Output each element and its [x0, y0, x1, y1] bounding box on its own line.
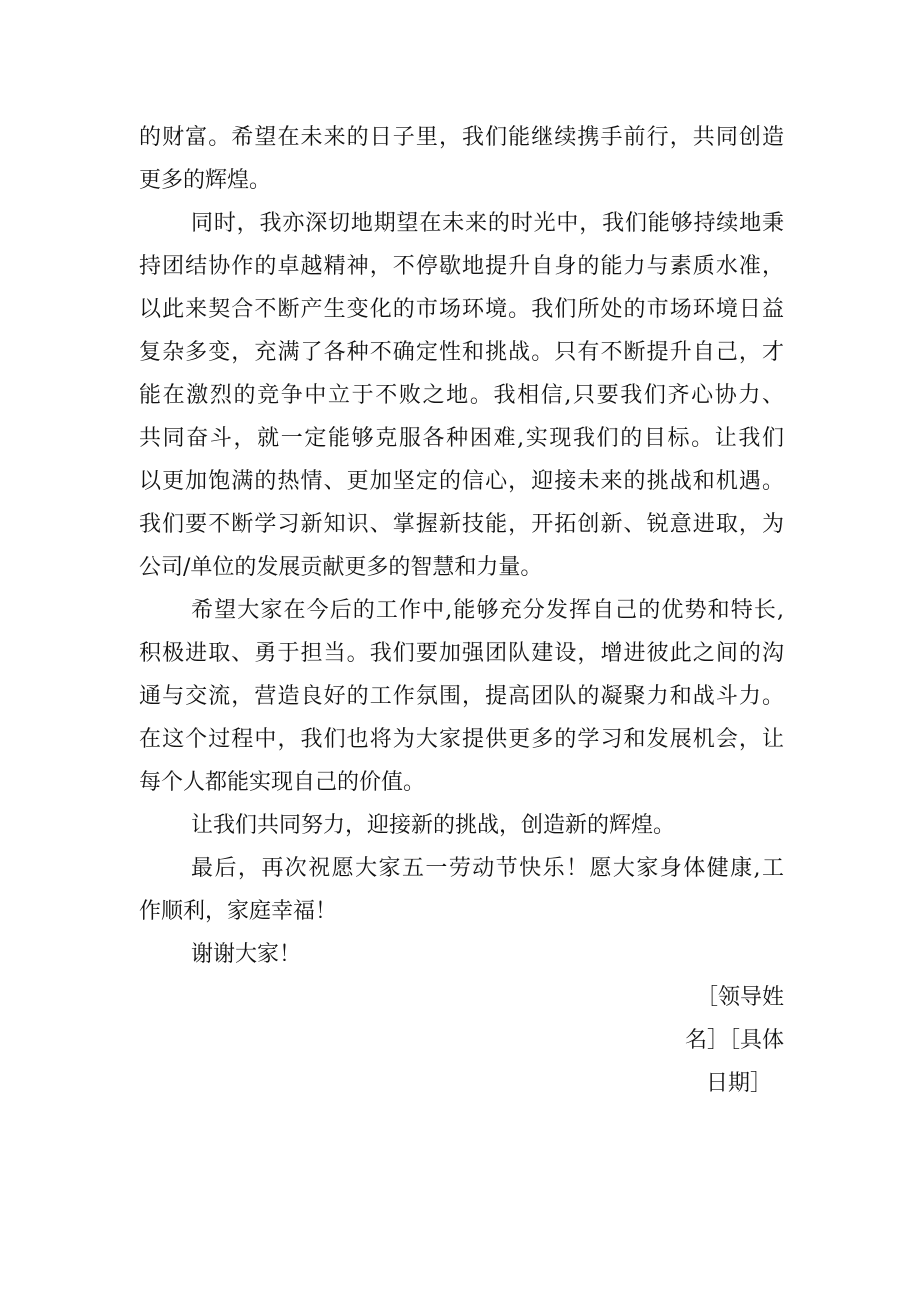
paragraph-line: 希望大家在今后的工作中,能够充分发挥自己的优势和特长, — [191, 598, 784, 623]
paragraph-line: 最后，再次祝愿大家五一劳动节快乐！愿大家身体健康,工 — [191, 856, 784, 881]
paragraph-5 — [139, 847, 784, 933]
paragraph-line: 以此来契合不断产生变化的市场环境。我们所处的市场环境日益 — [139, 297, 784, 322]
paragraph-line: 通与交流，营造良好的工作氛围，提高团队的凝聚力和战斗力。 — [139, 684, 784, 709]
paragraph-line: 谢谢大家！ — [191, 942, 302, 967]
paragraph-line: 复杂多变，充满了各种不确定性和挑战。只有不断提升自己，才 — [139, 340, 784, 365]
paragraph-line: 我们要不断学习新知识、掌握新技能，开拓创新、锐意进取，为 — [139, 512, 784, 537]
paragraph-4 — [139, 804, 784, 847]
paragraph-line: 同时，我亦深切地期望在未来的时光中，我们能够持续地秉 — [191, 211, 784, 236]
paragraph-line: 让我们共同努力，迎接新的挑战，创造新的辉煌。 — [191, 813, 676, 838]
paragraph-line: 以更加饱满的热情、更加坚定的信心，迎接未来的挑战和机遇。 — [139, 469, 784, 494]
paragraph-line: 共同奋斗，就一定能够克服各种困难,实现我们的目标。让我们 — [139, 426, 784, 451]
paragraph-line: 更多的辉煌。 — [139, 168, 272, 193]
signature-line: 名］［具体 — [684, 1028, 784, 1053]
signature-line: 日期］ — [705, 1071, 772, 1096]
document-body — [139, 116, 784, 1105]
paragraph-line: 每个人都能实现自己的价值。 — [139, 770, 426, 795]
paragraph-line: 公司/单位的发展贡献更多的智慧和力量。 — [139, 555, 543, 580]
paragraph-line: 作顺利，家庭幸福！ — [139, 899, 338, 924]
signature-block — [139, 976, 784, 1105]
paragraph-line: 能在激烈的竞争中立于不败之地。我相信,只要我们齐心协力、 — [139, 383, 784, 408]
paragraph-6 — [139, 933, 784, 976]
paragraph-2 — [139, 202, 784, 589]
paragraph-line: 的财富。希望在未来的日子里，我们能继续携手前行，共同创造 — [139, 125, 784, 150]
paragraph-3 — [139, 589, 784, 804]
paragraph-line: 在这个过程中，我们也将为大家提供更多的学习和发展机会，让 — [139, 727, 784, 752]
paragraph-1 — [139, 116, 784, 202]
signature-line: ［领导姓 — [695, 985, 784, 1010]
paragraph-line: 持团结协作的卓越精神，不停歇地提升自身的能力与素质水准， — [139, 254, 784, 279]
paragraph-line: 积极进取、勇于担当。我们要加强团队建设，增进彼此之间的沟 — [139, 641, 784, 666]
